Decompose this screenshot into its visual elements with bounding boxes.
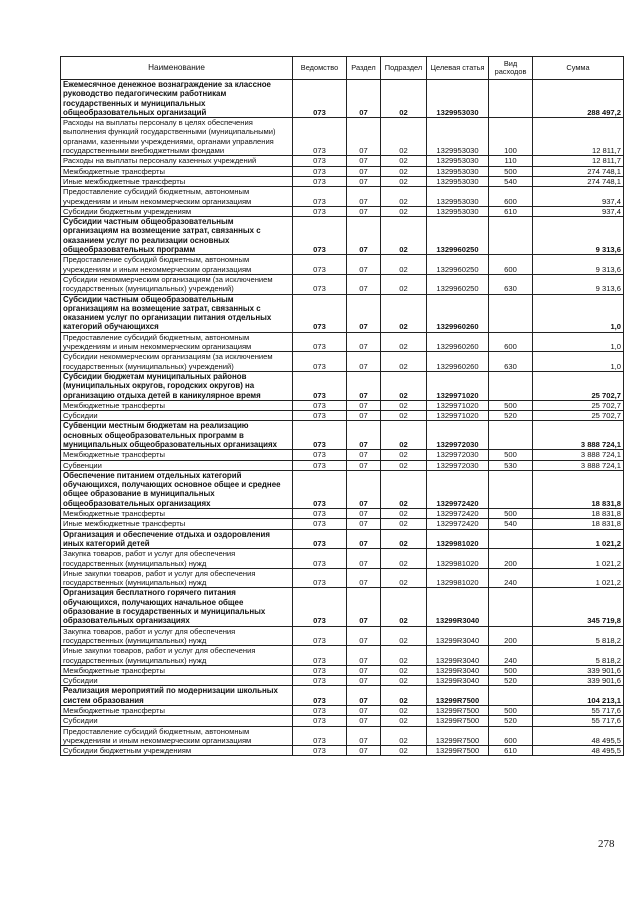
table-row <box>61 676 624 686</box>
row-name-cell: Ежемесячное денежное вознаграждение за классное руководство педагогическим работникам государственных и муниципальных общеобразовательных организаций <box>61 80 293 118</box>
row-type-cell <box>489 80 533 118</box>
header-subsection: Подраздел <box>381 57 427 80</box>
table-row <box>61 568 624 588</box>
row-subsection-cell: 02 <box>381 549 427 569</box>
row-section-cell: 07 <box>347 176 381 186</box>
row-type-cell: 630 <box>489 274 533 294</box>
row-dept-cell: 073 <box>293 676 347 686</box>
header-type: Вид расходов <box>489 57 533 80</box>
row-dept-cell: 073 <box>293 176 347 186</box>
row-type-cell: 100 <box>489 118 533 156</box>
row-dept-cell: 073 <box>293 588 347 626</box>
row-subsection-cell: 02 <box>381 529 427 549</box>
row-dept-cell: 073 <box>293 470 347 508</box>
row-subsection-cell: 02 <box>381 411 427 421</box>
row-dept-cell: 073 <box>293 726 347 746</box>
table-row <box>61 460 624 470</box>
row-dept-cell: 073 <box>293 460 347 470</box>
table-row <box>61 274 624 294</box>
row-name-cell: Субсидии частным общеобразовательным организациям на возмещение затрат, связанных с оказанием услуг по реализации основных общеобразовательных программ <box>61 217 293 255</box>
row-name-cell: Расходы на выплаты персоналу в целях обеспечения выполнения функций государственными (муниципальными) органами, казенными учреждениями, органами управления государственными внебюджетными фондами <box>61 118 293 156</box>
row-target-cell: 1329981020 <box>427 549 489 569</box>
row-target-cell: 1329972030 <box>427 460 489 470</box>
row-name-cell: Субсидии некоммерческим организациям (за исключением государственных (муниципальных) учреждений) <box>61 274 293 294</box>
table-body <box>61 80 624 756</box>
row-sum-cell: 1,0 <box>533 352 624 372</box>
row-sum-cell: 3 888 724,1 <box>533 421 624 450</box>
row-subsection-cell: 02 <box>381 746 427 756</box>
row-section-cell: 07 <box>347 549 381 569</box>
row-subsection-cell: 02 <box>381 450 427 460</box>
row-target-cell: 1329953030 <box>427 187 489 207</box>
row-target-cell: 1329953030 <box>427 118 489 156</box>
row-section-cell: 07 <box>347 509 381 519</box>
row-subsection-cell: 02 <box>381 371 427 400</box>
row-name-cell: Обеспечение питанием отдельных категорий обучающихся, получающих основное общее и среднее общее образование в муниципальных общеобразовательных организациях <box>61 470 293 508</box>
row-sum-cell: 18 831,8 <box>533 519 624 529</box>
row-type-cell: 500 <box>489 400 533 410</box>
row-sum-cell: 288 497,2 <box>533 80 624 118</box>
row-type-cell <box>489 686 533 706</box>
table-row <box>61 646 624 666</box>
table-row <box>61 746 624 756</box>
row-sum-cell: 18 831,8 <box>533 509 624 519</box>
row-section-cell: 07 <box>347 529 381 549</box>
row-type-cell: 530 <box>489 460 533 470</box>
row-dept-cell: 073 <box>293 294 347 332</box>
row-target-cell: 13299R3040 <box>427 646 489 666</box>
row-type-cell <box>489 470 533 508</box>
row-section-cell: 07 <box>347 156 381 166</box>
row-subsection-cell: 02 <box>381 255 427 275</box>
row-dept-cell: 073 <box>293 665 347 675</box>
row-subsection-cell: 02 <box>381 716 427 726</box>
row-dept-cell: 073 <box>293 626 347 646</box>
table-row <box>61 421 624 450</box>
row-target-cell: 1329953030 <box>427 80 489 118</box>
row-type-cell: 500 <box>489 509 533 519</box>
row-subsection-cell: 02 <box>381 519 427 529</box>
row-dept-cell: 073 <box>293 156 347 166</box>
row-section-cell: 07 <box>347 217 381 255</box>
row-name-cell: Межбюджетные трансферты <box>61 450 293 460</box>
row-subsection-cell: 02 <box>381 352 427 372</box>
row-name-cell: Иные межбюджетные трансферты <box>61 176 293 186</box>
row-name-cell: Субсидии частным общеобразовательным организациям на возмещение затрат, связанных с оказанием услуг по организации питания отдельных категорий обучающихся <box>61 294 293 332</box>
row-dept-cell: 073 <box>293 646 347 666</box>
row-dept-cell: 073 <box>293 400 347 410</box>
row-name-cell: Расходы на выплаты персоналу казенных учреждений <box>61 156 293 166</box>
header-section: Раздел <box>347 57 381 80</box>
row-dept-cell: 073 <box>293 686 347 706</box>
row-sum-cell: 9 313,6 <box>533 255 624 275</box>
row-type-cell <box>489 529 533 549</box>
row-section-cell: 07 <box>347 716 381 726</box>
row-section-cell: 07 <box>347 676 381 686</box>
row-sum-cell: 274 748,1 <box>533 176 624 186</box>
row-subsection-cell: 02 <box>381 646 427 666</box>
row-sum-cell: 25 702,7 <box>533 411 624 421</box>
row-section-cell: 07 <box>347 626 381 646</box>
table-row <box>61 206 624 216</box>
row-type-cell: 240 <box>489 568 533 588</box>
row-type-cell <box>489 421 533 450</box>
row-type-cell: 610 <box>489 206 533 216</box>
row-type-cell: 540 <box>489 519 533 529</box>
row-dept-cell: 073 <box>293 274 347 294</box>
row-sum-cell: 25 702,7 <box>533 400 624 410</box>
row-name-cell: Субсидии бюджетным учреждениям <box>61 746 293 756</box>
row-sum-cell: 345 719,8 <box>533 588 624 626</box>
row-target-cell: 1329972030 <box>427 450 489 460</box>
row-sum-cell: 55 717,6 <box>533 716 624 726</box>
row-subsection-cell: 02 <box>381 274 427 294</box>
row-dept-cell: 073 <box>293 371 347 400</box>
row-type-cell: 520 <box>489 716 533 726</box>
row-subsection-cell: 02 <box>381 421 427 450</box>
row-subsection-cell: 02 <box>381 676 427 686</box>
row-subsection-cell: 02 <box>381 665 427 675</box>
row-dept-cell: 073 <box>293 332 347 352</box>
row-type-cell <box>489 371 533 400</box>
row-name-cell: Межбюджетные трансферты <box>61 706 293 716</box>
table-row <box>61 217 624 255</box>
row-target-cell: 13299R3040 <box>427 588 489 626</box>
row-subsection-cell: 02 <box>381 706 427 716</box>
row-dept-cell: 073 <box>293 706 347 716</box>
row-type-cell: 600 <box>489 255 533 275</box>
table-row <box>61 187 624 207</box>
row-subsection-cell: 02 <box>381 726 427 746</box>
row-section-cell: 07 <box>347 588 381 626</box>
row-sum-cell: 937,4 <box>533 206 624 216</box>
table-row <box>61 176 624 186</box>
row-section-cell: 07 <box>347 726 381 746</box>
row-sum-cell: 1,0 <box>533 294 624 332</box>
row-sum-cell: 339 901,6 <box>533 665 624 675</box>
row-sum-cell: 3 888 724,1 <box>533 450 624 460</box>
row-dept-cell: 073 <box>293 206 347 216</box>
row-section-cell: 07 <box>347 646 381 666</box>
table-row <box>61 549 624 569</box>
row-name-cell: Субсидии некоммерческим организациям (за исключением государственных (муниципальных) учреждений) <box>61 352 293 372</box>
table-row <box>61 332 624 352</box>
row-target-cell: 13299R7500 <box>427 716 489 726</box>
row-subsection-cell: 02 <box>381 206 427 216</box>
row-target-cell: 13299R3040 <box>427 676 489 686</box>
row-subsection-cell: 02 <box>381 588 427 626</box>
row-section-cell: 07 <box>347 519 381 529</box>
row-sum-cell: 12 811,7 <box>533 156 624 166</box>
row-dept-cell: 073 <box>293 352 347 372</box>
row-name-cell: Субсидии бюджетам муниципальных районов (муниципальных округов, городских округов) на организацию отдыха детей в каникулярное время <box>61 371 293 400</box>
budget-table <box>60 56 624 756</box>
row-dept-cell: 073 <box>293 716 347 726</box>
row-name-cell: Иные закупки товаров, работ и услуг для обеспечения государственных (муниципальных) нужд <box>61 646 293 666</box>
table-row <box>61 255 624 275</box>
table-row <box>61 519 624 529</box>
row-dept-cell: 073 <box>293 411 347 421</box>
row-sum-cell: 12 811,7 <box>533 118 624 156</box>
row-section-cell: 07 <box>347 294 381 332</box>
row-subsection-cell: 02 <box>381 460 427 470</box>
row-type-cell: 500 <box>489 665 533 675</box>
row-subsection-cell: 02 <box>381 509 427 519</box>
row-name-cell: Субсидии <box>61 716 293 726</box>
row-target-cell: 1329981020 <box>427 529 489 549</box>
row-name-cell: Предоставление субсидий бюджетным, автономным учреждениям и иным некоммерческим организациям <box>61 726 293 746</box>
row-sum-cell: 274 748,1 <box>533 166 624 176</box>
row-sum-cell: 9 313,6 <box>533 274 624 294</box>
table-row <box>61 400 624 410</box>
row-subsection-cell: 02 <box>381 187 427 207</box>
row-dept-cell: 073 <box>293 746 347 756</box>
row-sum-cell: 18 831,8 <box>533 470 624 508</box>
row-dept-cell: 073 <box>293 519 347 529</box>
table-row <box>61 706 624 716</box>
row-section-cell: 07 <box>347 470 381 508</box>
table-header-row <box>61 57 624 80</box>
row-name-cell: Субсидии бюджетным учреждениям <box>61 206 293 216</box>
row-section-cell: 07 <box>347 450 381 460</box>
row-target-cell: 1329960250 <box>427 255 489 275</box>
row-section-cell: 07 <box>347 706 381 716</box>
row-sum-cell: 9 313,6 <box>533 217 624 255</box>
header-dept: Ведомство <box>293 57 347 80</box>
row-name-cell: Предоставление субсидий бюджетным, автономным учреждениям и иным некоммерческим организациям <box>61 332 293 352</box>
row-name-cell: Межбюджетные трансферты <box>61 509 293 519</box>
table-row <box>61 411 624 421</box>
row-section-cell: 07 <box>347 460 381 470</box>
table-row <box>61 156 624 166</box>
row-section-cell: 07 <box>347 274 381 294</box>
row-subsection-cell: 02 <box>381 166 427 176</box>
row-target-cell: 1329960250 <box>427 217 489 255</box>
row-sum-cell: 25 702,7 <box>533 371 624 400</box>
table-row <box>61 352 624 372</box>
row-type-cell: 600 <box>489 332 533 352</box>
table-row <box>61 529 624 549</box>
row-section-cell: 07 <box>347 400 381 410</box>
row-section-cell: 07 <box>347 371 381 400</box>
row-target-cell: 1329972030 <box>427 421 489 450</box>
row-sum-cell: 1,0 <box>533 332 624 352</box>
row-dept-cell: 073 <box>293 549 347 569</box>
row-sum-cell: 48 495,5 <box>533 746 624 756</box>
row-name-cell: Закупка товаров, работ и услуг для обеспечения государственных (муниципальных) нужд <box>61 626 293 646</box>
row-type-cell: 540 <box>489 176 533 186</box>
row-dept-cell: 073 <box>293 118 347 156</box>
row-name-cell: Иные закупки товаров, работ и услуг для обеспечения государственных (муниципальных) нужд <box>61 568 293 588</box>
row-section-cell: 07 <box>347 80 381 118</box>
row-subsection-cell: 02 <box>381 80 427 118</box>
table-row <box>61 726 624 746</box>
row-type-cell: 500 <box>489 706 533 716</box>
row-section-cell: 07 <box>347 746 381 756</box>
row-sum-cell: 48 495,5 <box>533 726 624 746</box>
row-subsection-cell: 02 <box>381 400 427 410</box>
header-sum: Сумма <box>533 57 624 80</box>
row-subsection-cell: 02 <box>381 176 427 186</box>
row-target-cell: 1329971020 <box>427 411 489 421</box>
row-type-cell <box>489 294 533 332</box>
row-type-cell: 110 <box>489 156 533 166</box>
row-type-cell <box>489 588 533 626</box>
row-name-cell: Организация бесплатного горячего питания обучающихся, получающих начальное общее образование в государственных и муниципальных образовательных организациях <box>61 588 293 626</box>
row-target-cell: 1329971020 <box>427 371 489 400</box>
row-section-cell: 07 <box>347 118 381 156</box>
table-row <box>61 716 624 726</box>
row-sum-cell: 1 021,2 <box>533 529 624 549</box>
row-type-cell: 600 <box>489 726 533 746</box>
row-dept-cell: 073 <box>293 217 347 255</box>
row-section-cell: 07 <box>347 166 381 176</box>
row-subsection-cell: 02 <box>381 332 427 352</box>
row-name-cell: Субсидии <box>61 411 293 421</box>
row-type-cell: 200 <box>489 549 533 569</box>
row-section-cell: 07 <box>347 255 381 275</box>
row-name-cell: Субвенции <box>61 460 293 470</box>
row-name-cell: Иные межбюджетные трансферты <box>61 519 293 529</box>
row-subsection-cell: 02 <box>381 686 427 706</box>
row-subsection-cell: 02 <box>381 118 427 156</box>
table-row <box>61 588 624 626</box>
table-row <box>61 665 624 675</box>
row-sum-cell: 1 021,2 <box>533 549 624 569</box>
row-name-cell: Субвенции местным бюджетам на реализацию основных общеобразовательных программ в муниципальных общеобразовательных организациях <box>61 421 293 450</box>
row-type-cell <box>489 217 533 255</box>
table-row <box>61 509 624 519</box>
row-name-cell: Межбюджетные трансферты <box>61 400 293 410</box>
row-target-cell: 13299R3040 <box>427 665 489 675</box>
row-target-cell: 13299R7500 <box>427 726 489 746</box>
row-section-cell: 07 <box>347 568 381 588</box>
row-dept-cell: 073 <box>293 80 347 118</box>
row-name-cell: Закупка товаров, работ и услуг для обеспечения государственных (муниципальных) нужд <box>61 549 293 569</box>
row-target-cell: 13299R7500 <box>427 706 489 716</box>
row-subsection-cell: 02 <box>381 626 427 646</box>
row-target-cell: 13299R7500 <box>427 746 489 756</box>
table-row <box>61 470 624 508</box>
row-subsection-cell: 02 <box>381 156 427 166</box>
header-target: Целевая статья <box>427 57 489 80</box>
row-sum-cell: 104 213,1 <box>533 686 624 706</box>
row-target-cell: 1329971020 <box>427 400 489 410</box>
row-type-cell: 500 <box>489 450 533 460</box>
row-type-cell: 500 <box>489 166 533 176</box>
row-target-cell: 1329972420 <box>427 509 489 519</box>
row-name-cell: Предоставление субсидий бюджетным, автономным учреждениям и иным некоммерческим организациям <box>61 255 293 275</box>
table-row <box>61 686 624 706</box>
page-number: 278 <box>598 838 615 850</box>
row-target-cell: 1329981020 <box>427 568 489 588</box>
row-sum-cell: 3 888 724,1 <box>533 460 624 470</box>
row-type-cell: 600 <box>489 187 533 207</box>
table-row <box>61 371 624 400</box>
row-section-cell: 07 <box>347 686 381 706</box>
table-row <box>61 80 624 118</box>
row-dept-cell: 073 <box>293 421 347 450</box>
row-name-cell: Субсидии <box>61 676 293 686</box>
row-sum-cell: 55 717,6 <box>533 706 624 716</box>
row-subsection-cell: 02 <box>381 470 427 508</box>
row-dept-cell: 073 <box>293 529 347 549</box>
row-name-cell: Межбюджетные трансферты <box>61 166 293 176</box>
row-type-cell: 630 <box>489 352 533 372</box>
row-name-cell: Межбюджетные трансферты <box>61 665 293 675</box>
row-type-cell: 200 <box>489 626 533 646</box>
table-row <box>61 294 624 332</box>
row-sum-cell: 5 818,2 <box>533 626 624 646</box>
row-sum-cell: 339 901,6 <box>533 676 624 686</box>
row-target-cell: 1329972420 <box>427 470 489 508</box>
row-type-cell: 240 <box>489 646 533 666</box>
header-name: Наименование <box>61 57 293 80</box>
row-name-cell: Реализация мероприятий по модернизации школьных систем образования <box>61 686 293 706</box>
row-target-cell: 13299R3040 <box>427 626 489 646</box>
row-dept-cell: 073 <box>293 166 347 176</box>
row-target-cell: 1329953030 <box>427 206 489 216</box>
row-dept-cell: 073 <box>293 450 347 460</box>
row-section-cell: 07 <box>347 206 381 216</box>
budget-table-sheet <box>60 56 623 756</box>
row-target-cell: 1329953030 <box>427 166 489 176</box>
row-section-cell: 07 <box>347 187 381 207</box>
row-dept-cell: 073 <box>293 568 347 588</box>
table-row <box>61 450 624 460</box>
row-type-cell: 520 <box>489 676 533 686</box>
row-dept-cell: 073 <box>293 187 347 207</box>
table-row <box>61 166 624 176</box>
row-type-cell: 520 <box>489 411 533 421</box>
row-target-cell: 13299R7500 <box>427 686 489 706</box>
row-target-cell: 1329960260 <box>427 294 489 332</box>
row-section-cell: 07 <box>347 352 381 372</box>
row-sum-cell: 937,4 <box>533 187 624 207</box>
row-target-cell: 1329960260 <box>427 352 489 372</box>
row-target-cell: 1329960260 <box>427 332 489 352</box>
row-target-cell: 1329953030 <box>427 156 489 166</box>
row-section-cell: 07 <box>347 665 381 675</box>
row-type-cell: 610 <box>489 746 533 756</box>
row-dept-cell: 073 <box>293 255 347 275</box>
row-dept-cell: 073 <box>293 509 347 519</box>
row-subsection-cell: 02 <box>381 217 427 255</box>
table-row <box>61 626 624 646</box>
row-name-cell: Предоставление субсидий бюджетным, автономным учреждениям и иным некоммерческим организациям <box>61 187 293 207</box>
row-sum-cell: 5 818,2 <box>533 646 624 666</box>
row-target-cell: 1329953030 <box>427 176 489 186</box>
row-target-cell: 1329960250 <box>427 274 489 294</box>
table-row <box>61 118 624 156</box>
row-section-cell: 07 <box>347 411 381 421</box>
row-sum-cell: 1 021,2 <box>533 568 624 588</box>
row-section-cell: 07 <box>347 421 381 450</box>
row-subsection-cell: 02 <box>381 294 427 332</box>
row-subsection-cell: 02 <box>381 568 427 588</box>
row-target-cell: 1329972420 <box>427 519 489 529</box>
row-name-cell: Организация и обеспечение отдыха и оздоровления иных категорий детей <box>61 529 293 549</box>
row-section-cell: 07 <box>347 332 381 352</box>
